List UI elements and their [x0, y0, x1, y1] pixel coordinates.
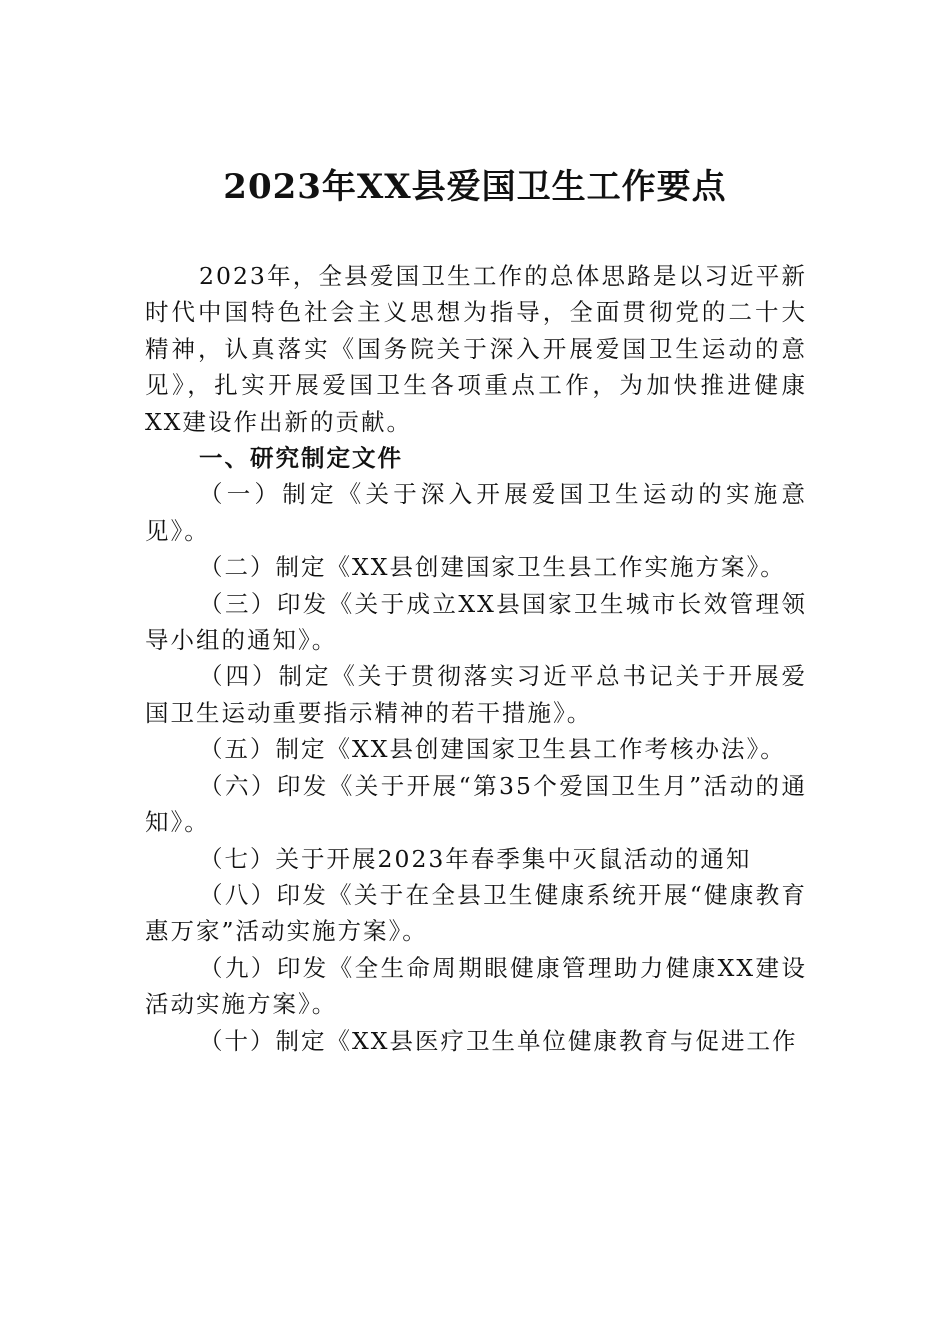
- list-item: （九）印发《全生命周期眼健康管理助力健康XX建设活动实施方案》。: [145, 953, 807, 1019]
- document-title: 2023年XX县爱国卫生工作要点: [223, 167, 727, 207]
- list-item: （八）印发《关于在全县卫生健康系统开展“健康教育惠万家”活动实施方案》。: [145, 880, 807, 946]
- section-heading: 一、研究制定文件: [199, 444, 404, 473]
- intro-paragraph: 2023年，全县爱国卫生工作的总体思路是以习近平新时代中国特色社会主义思想为指导，全面贯彻党的二十大精神，认真落实《国务院关于深入开展爱国卫生运动的意见》，扎实开展爱国卫生各项重点工作，为加快推进健康XX建设作出新的贡献。: [145, 262, 807, 436]
- list-item: （二）制定《XX县创建国家卫生县工作实施方案》。: [199, 553, 786, 582]
- list-item: （一）制定《关于深入开展爱国卫生运动的实施意见》。: [145, 480, 807, 545]
- list-item: （七）关于开展2023年春季集中灭鼠活动的通知: [199, 844, 752, 873]
- document-body: [145, 258, 807, 1059]
- list-item: （十）制定《XX县医疗卫生单位健康教育与促进工作: [199, 1026, 798, 1055]
- list-item: （五）制定《XX县创建国家卫生县工作考核办法》。: [199, 735, 786, 764]
- list-item: （四）制定《关于贯彻落实习近平总书记关于开展爱国卫生运动重要指示精神的若干措施》。: [145, 662, 807, 727]
- list-item: （六）印发《关于开展“第35个爱国卫生月”活动的通知》。: [145, 771, 807, 837]
- list-item: （三）印发《关于成立XX县国家卫生城市长效管理领导小组的通知》。: [145, 589, 807, 655]
